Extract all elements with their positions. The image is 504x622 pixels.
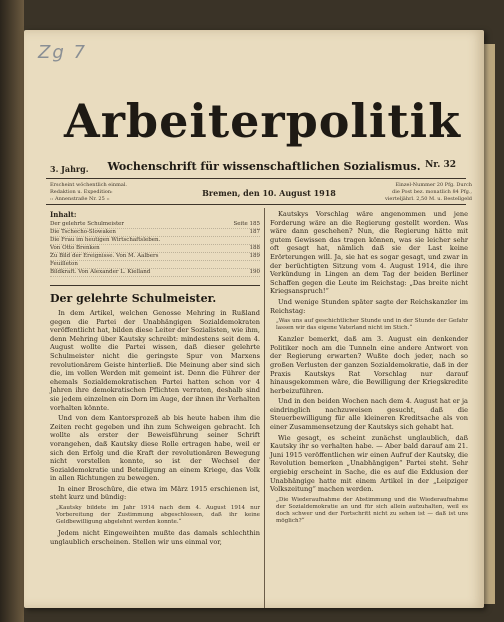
right-column (270, 210, 468, 528)
toc-item: Der gelehrte Schulmeister Seite 185 (50, 221, 260, 227)
masthead-title: Arbeiterpolitik (64, 94, 461, 148)
issue-number: Nr. 32 (425, 160, 456, 170)
toc-item: Bildkraft. Von Alexander L. Kielland 190 (50, 269, 260, 275)
article-quote: „Kautsky bildete im Jahr 1914 nach dem 4. August 1914 nur Vorbereitung der Zustimmung abgeschlossen, daß ihr keine Geldbewilligung abgelehnt werden konnte.“ (56, 505, 260, 526)
left-column (50, 210, 260, 546)
toc-item: Die Tschecho-Slowaken 187 (50, 229, 260, 235)
toc-item: Feuilleton (50, 261, 260, 269)
article-paragraph: Wie gesagt, es scheint zunächst unglaublich, daß Kautsky ihr so verhalten habe. — Aber bald darauf am 21. Juni 1915 veröffentlichen wir einen Aufruf der Kautsky, die Revolution bemerken „Unabhängigen“ Partei steht. Sehr ergiebig erscheint in Sache, die es auf die Exklusion der Unabhängige hatte mit einem Artikel in der „Leipziger Volkszeitung“ machen werden. (270, 433, 468, 494)
article-paragraph: In einer Broschüre, die etwa im März 1915 erschienen ist, steht kurz und bündig: (50, 484, 260, 502)
newspaper-page (24, 30, 484, 608)
article-quote: „Die Wiederaufnahme der Abstimmung und die Wiederaufnahme der Sozialdemokratie an und für sich allein aufzuhalten, weil es doch schwer und der Fortschritt nicht zu sehen ist — daß ist uns möglich?“ (276, 496, 468, 524)
place-date: Bremen, den 10. August 1918 (202, 188, 336, 198)
article-paragraph: Kautskys Vorschlag wäre angenommen und jene Forderung wäre an die Regierung gestellt worden. Was wäre dann geschehen? Nun, die Regierung hätte mit gutem Gewissen das tragen können, was sie leicher sehr oft gesagt hat, nämlich daß sie der Last keine Erörterungen will. Ja, sie hat es sogar gesagt, und zwar in der berüchtigten Sitzung vom 4. August 1914, die ihre Verkündung in Lingen an dem Tag der beiden Berliner Schaffen gegen die Leute im Reichstag: „Das breite nicht Kriegsanspruch!“ (270, 210, 468, 296)
publication-info: Erscheint wöchentlich einmal. Redaktion u. Expedition: :: Annenstraße Nr. 25 :: (50, 182, 127, 202)
toc-item: Von Otto Brenken 188 (50, 245, 260, 251)
book-spine (0, 0, 24, 622)
toc-item: Die Frau im heutigen Wirtschaftsleben. (50, 237, 260, 245)
pencil-annotation: Zg 7 (38, 42, 87, 63)
masthead-rule (46, 178, 466, 179)
jahrgang-label: 3. Jahrg. (50, 164, 89, 174)
article-paragraph: Und wenige Stunden später sagte der Reichskanzler im Reichstag: (270, 297, 468, 315)
article-paragraph: In dem Artikel, welchen Genosse Mehring in Rußland gegen die Partei der Unabhängigen Sozialdemokraten veröffentlicht hat, bilden diese Leiter der Sozialisten, wie ihm, denn Mehring über Kautsky schreibt: mindestens seit dem 4. August wollte die Partei wissen, daß dieser gelehrte Schulmeister nicht die geringste Spur von Marxens revolutionärem Geiste hinterließ. Die Meinung aber sind sich die, im vollen Werden mit gemeint ist. Denn die Führer der ehemals Sozialdemokratischen Partei hatten schon vor 4 Jahren ihre demokratischen Pflichten verraten, deshalb sind sie jedem einzelnen ein Dorn im Auge, der ihnen ihr Verhalten vorhalten könnte. (50, 309, 260, 412)
toc-item: Zu Bild der Ereignisse. Von M. Aalbers 189 (50, 253, 260, 259)
article-paragraph: Kanzler bemerkt, daß am 3. August ein denkender Politiker noch am die Tunneln eine andere Antwort von der Regierung erwarten? Wußte doch jeder, nach so großen Verlusten der ganzen Sozialdemokratie, daß in der Praxis Kautskys Rat Vorschlag nur darauf hinausgekommen wäre, die Bewilligung der Kriegskredite herbeizuführen. (270, 335, 468, 395)
article-quote: „Was uns auf geschichtlicher Stunde und in der Stunde der Gefahr lassen wir das eigene Vaterland nicht im Stich.“ (276, 318, 468, 332)
masthead-subtitle: Wochenschrift für wissenschaftlichen Sozialismus. (107, 160, 421, 173)
table-of-contents (50, 221, 260, 277)
info-rule (46, 204, 466, 205)
article-paragraph: Und in den beiden Wochen nach dem 4. August hat er ja eindringlich nachzuweisen gesucht, daß die Steuerbewilligung für alle kleineren Kreditsache als von einer Zusammensetzung der Kautskys sich gehabt hat. (270, 397, 468, 432)
article-heading: Der gelehrte Schulmeister. (50, 285, 260, 305)
article-paragraph: Und von dem Kantorsprozeß ab bis heute haben ihm die Zeiten recht gegeben und ihn zum Schweigen gebracht. Ich wollte als erster der Beweisführung seiner Schrift vorangehen, daß Kautsky diese Rolle ertragen habe, weil er sich den Erfolg und die Kraft der revolutionären Bewegung nicht vorstellen konnte, so ist der Wechsel der Sozialdemokratie und Beteiligung an einem Kriege, das Volk in allen Richtungen zu bewegen. (50, 414, 260, 483)
article-paragraph: Jedem nicht Eingeweihten mußte das damals schlechthin unglaublich erscheinen. Stellen wir uns einmal vor, (50, 529, 260, 546)
column-divider (264, 208, 265, 608)
price-info: Einzel-Nummer 20 Pfg. Durch die Post bez. monatlich 84 Pfg., vierteljährl. 2,50 M. u. Bestellgeld (384, 182, 472, 202)
toc-title: Inhalt: (50, 210, 77, 219)
